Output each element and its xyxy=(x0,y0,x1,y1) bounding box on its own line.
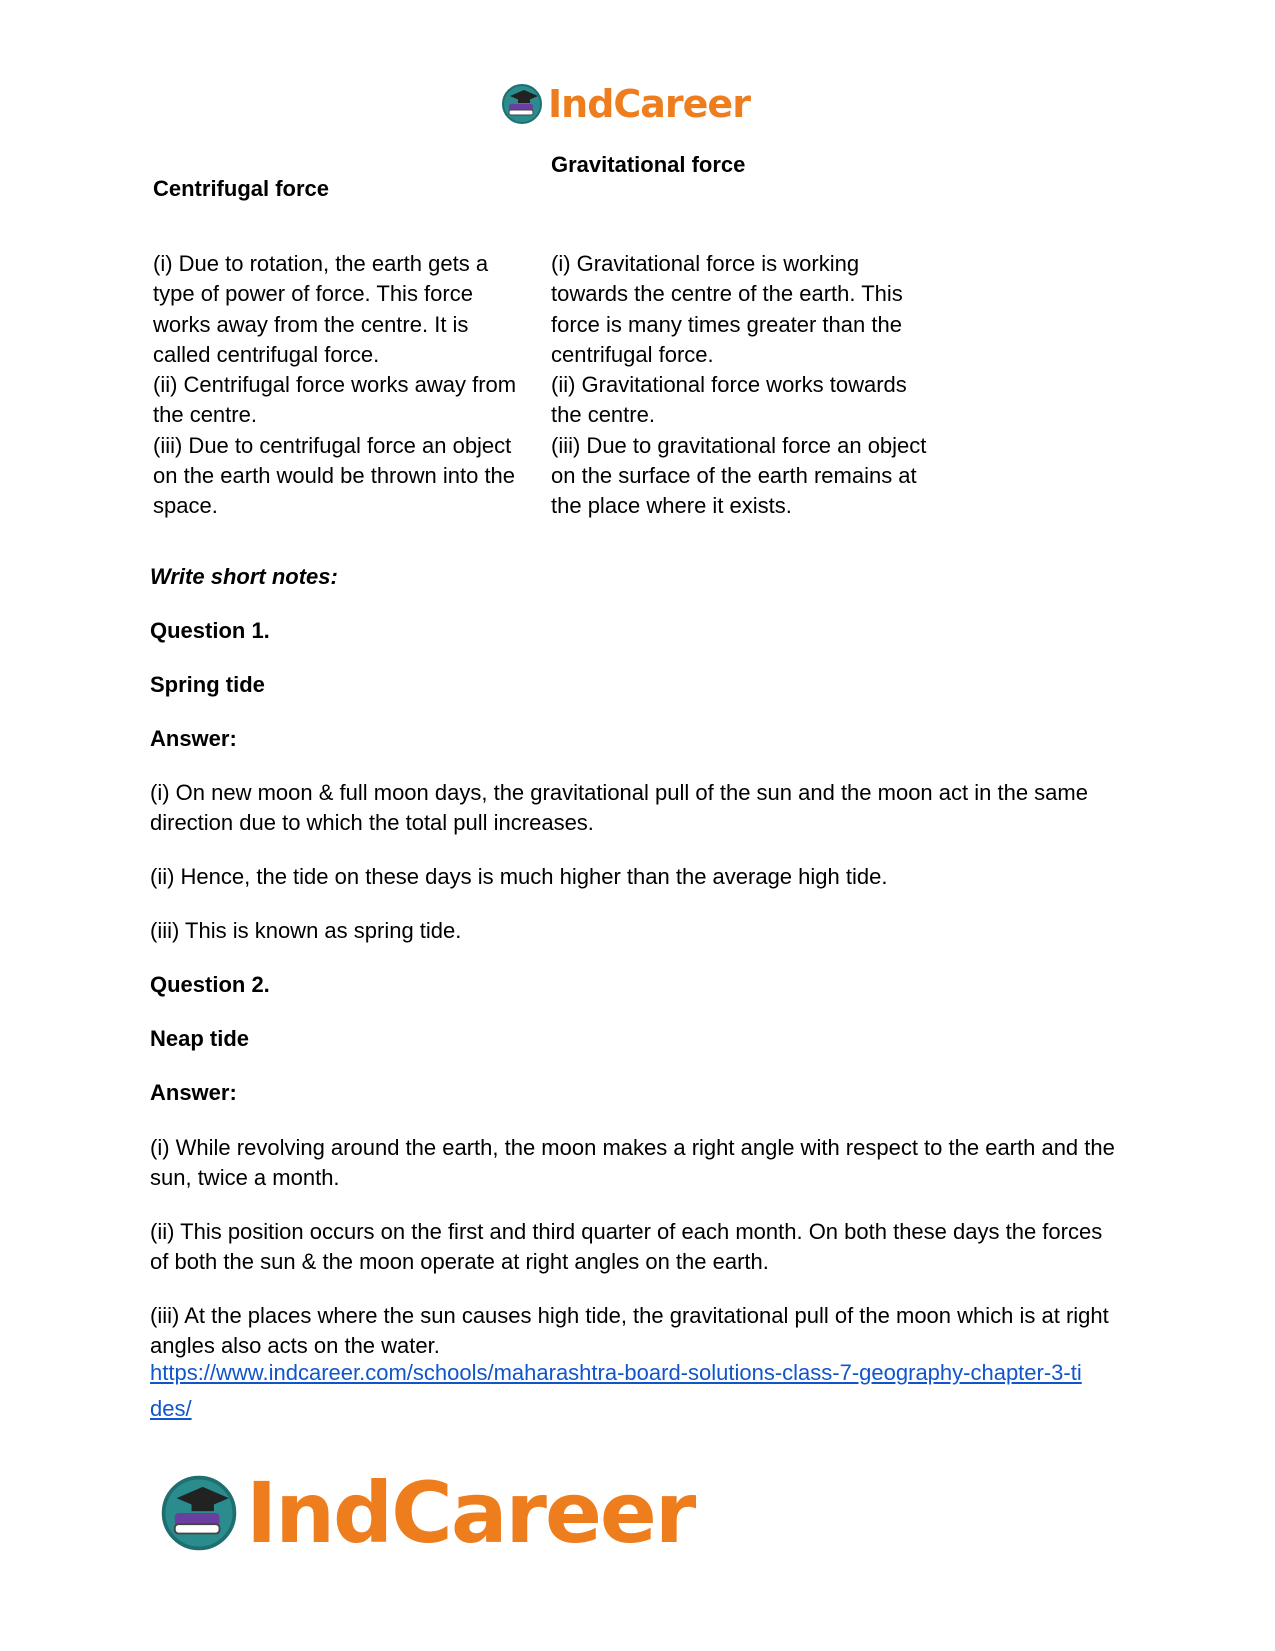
graduation-cap-book-globe-icon xyxy=(158,1472,240,1554)
column-line: (i) Gravitational force is working xyxy=(551,251,860,276)
source-link-line-1[interactable]: https://www.indcareer.com/schools/maharashtra-board-solutions-class-7-geography-chapter-3-ti xyxy=(150,1360,1082,1385)
question-1-label: Question 1. xyxy=(150,618,270,643)
column-line: (ii) Centrifugal force works away from xyxy=(153,372,517,398)
answer-1-point-3: (iii) This is known as spring tide. xyxy=(150,918,462,943)
answer-2-point-3: (iii) At the places where the sun causes high tide, the gravitational pull of the moon which is at right angles also acts on the water. xyxy=(150,1303,1109,1358)
question-1-topic: Spring tide xyxy=(150,672,265,697)
column-line: space. xyxy=(153,493,218,519)
answer-2-point-1: (i) While revolving around the earth, the moon makes a right angle with respect to the earth and the sun, twice a month. xyxy=(150,1135,1115,1190)
gravitational-column xyxy=(551,249,951,522)
graduation-cap-book-globe-icon xyxy=(500,82,544,126)
column-line: on the surface of the earth remains at xyxy=(551,463,917,489)
column-line: the place where it exists. xyxy=(551,493,792,519)
answer-1-point-2: (ii) Hence, the tide on these days is much higher than the average high tide. xyxy=(150,864,888,889)
column-line: the centre. xyxy=(153,402,257,428)
section-title: Write short notes: xyxy=(150,564,338,589)
column-line: (ii) Gravitational force works towards xyxy=(551,372,907,398)
gravitational-header: Gravitational force xyxy=(551,152,746,177)
question-2-topic: Neap tide xyxy=(150,1026,250,1051)
column-line: centrifugal force. xyxy=(551,341,714,367)
question-2-label: Question 2. xyxy=(150,972,270,997)
answer-2-label: Answer: xyxy=(150,1080,237,1105)
column-line: (iii) Due to gravitational force an object xyxy=(551,432,927,458)
column-line: works away from the centre. It is xyxy=(153,311,469,337)
column-line: force is many times greater than the xyxy=(551,311,902,337)
brand-name: IndCareer xyxy=(548,82,750,126)
source-link[interactable] xyxy=(150,1355,1150,1427)
centrifugal-header: Centrifugal force xyxy=(153,176,330,201)
column-line: towards the centre of the earth. This xyxy=(551,281,903,307)
column-line: type of power of force. This force xyxy=(153,281,473,307)
footer-logo xyxy=(158,1464,695,1562)
source-link-line-2[interactable]: des/ xyxy=(150,1396,192,1421)
header-logo xyxy=(500,80,750,128)
centrifugal-column xyxy=(153,249,533,522)
column-line: the centre. xyxy=(551,402,655,428)
column-line: (i) Due to rotation, the earth gets a xyxy=(153,251,489,276)
answer-1-label: Answer: xyxy=(150,726,237,751)
answer-2-point-2: (ii) This position occurs on the first and third quarter of each month. On both these days the forces of both the sun & the moon operate at right angles on the earth. xyxy=(150,1219,1103,1274)
brand-name: IndCareer xyxy=(246,1464,695,1562)
column-line: called centrifugal force. xyxy=(153,341,380,367)
answer-1-point-1: (i) On new moon & full moon days, the gravitational pull of the sun and the moon act in the same direction due to which the total pull increases. xyxy=(150,780,1088,835)
column-line: on the earth would be thrown into the xyxy=(153,463,516,489)
column-line: (iii) Due to centrifugal force an object xyxy=(153,432,512,458)
